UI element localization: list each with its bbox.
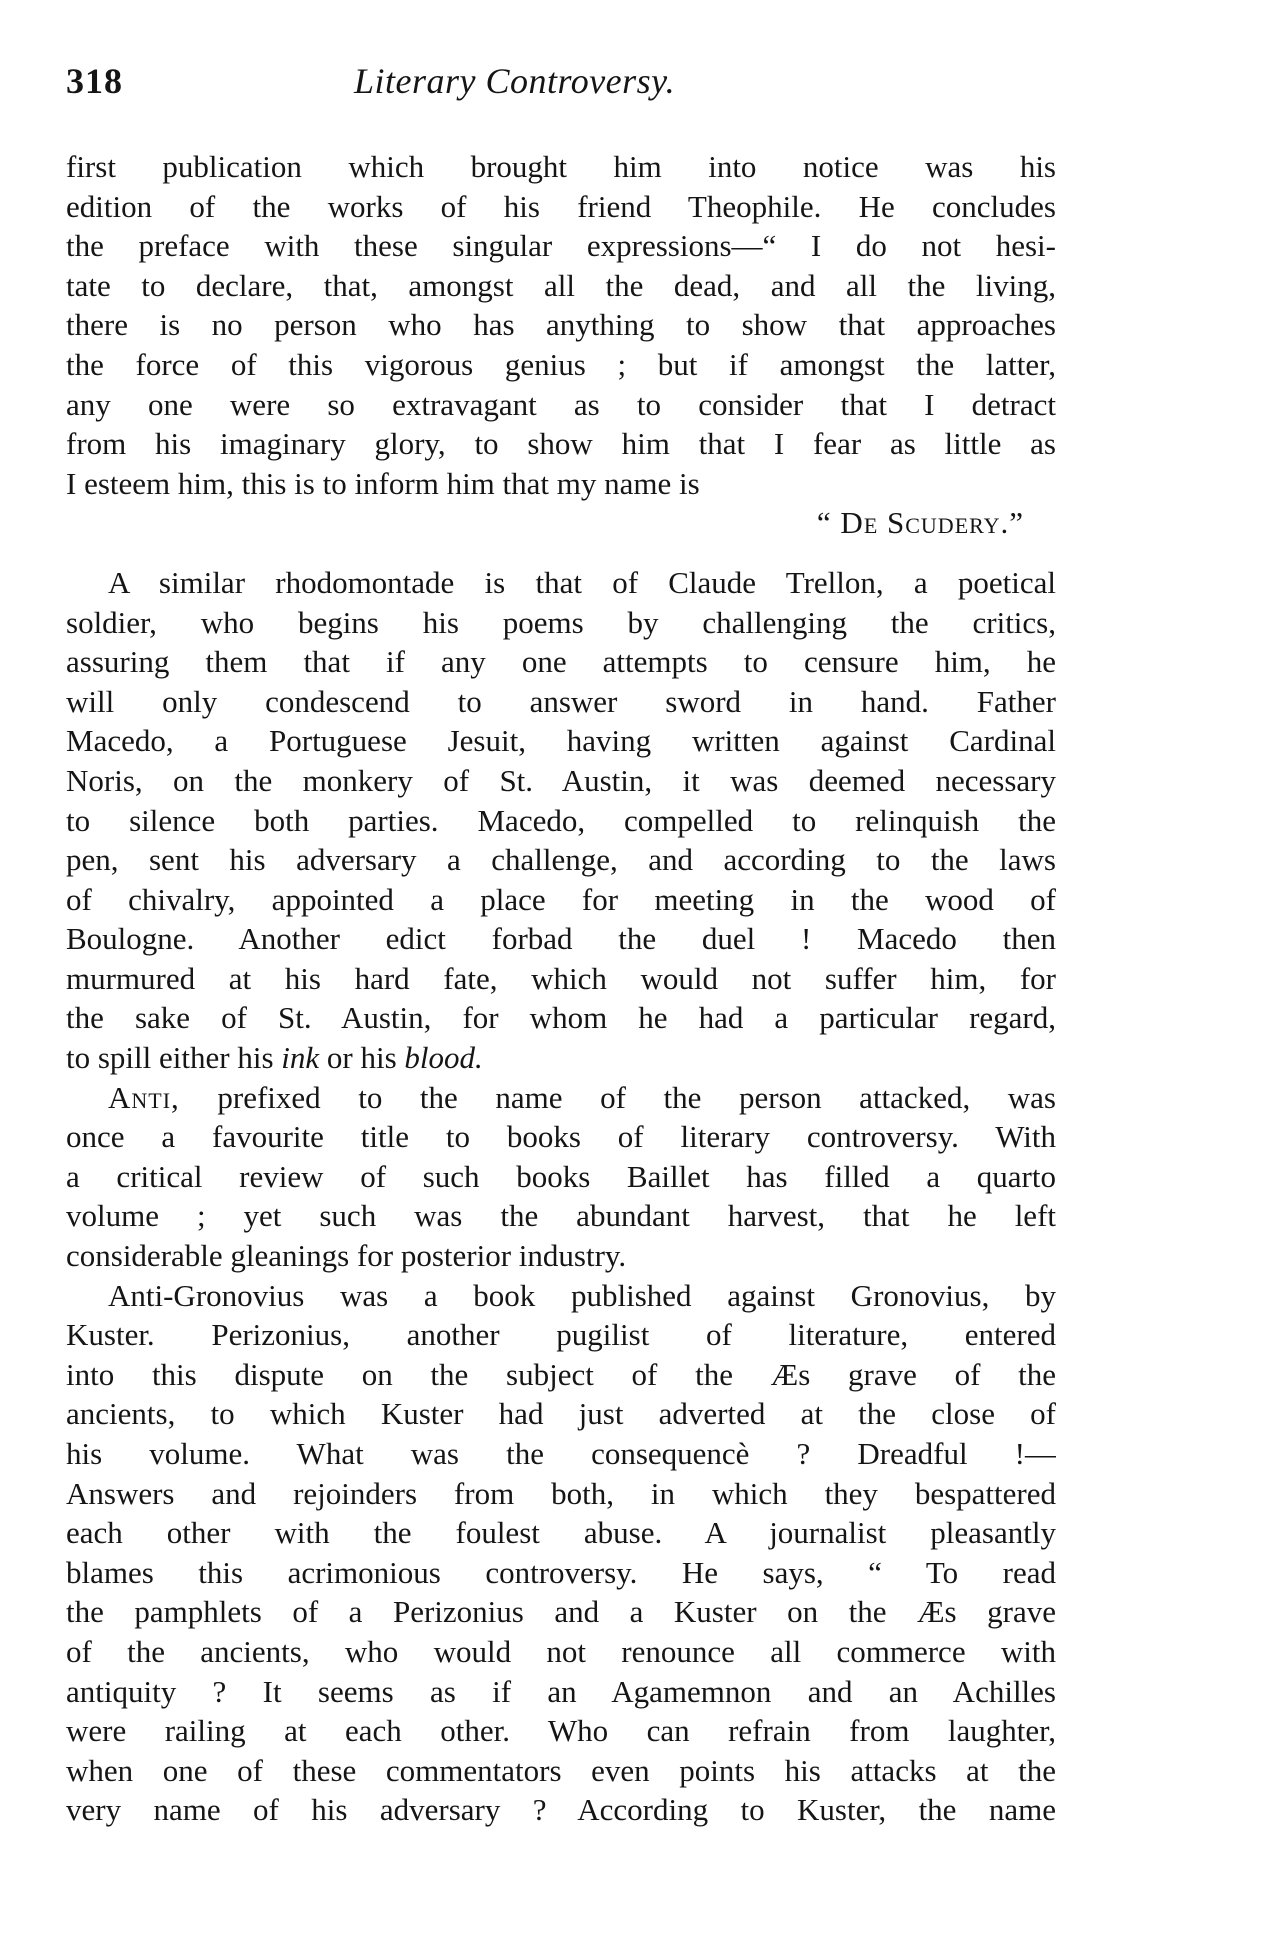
paragraph-1 <box>66 147 1056 543</box>
text-line: there is no person who has anything to show that approaches <box>66 307 1056 343</box>
text-line: his volume. What was the consequencè ? Dreadful !— <box>66 1436 1056 1471</box>
text-line: the force of this vigorous genius ; but if amongst the latter, <box>66 346 1056 382</box>
body-text <box>66 147 1056 1830</box>
text-line: each other with the foulest abuse. A journalist pleasantly <box>66 1515 1056 1551</box>
text-line: Boulogne. Another edict forbad the duel ! Macedo then <box>66 921 1056 957</box>
text-line: murmured at his hard fate, which would not suffer him, for <box>66 960 1056 996</box>
italic-word-ink: ink <box>281 1040 320 1076</box>
text-line: considerable gleanings for posterior industry. <box>66 1238 627 1274</box>
paragraph-4 <box>66 1276 1056 1830</box>
text-line: pen, sent his adversary a challenge, and according to the laws <box>66 842 1056 878</box>
paragraph-2 <box>66 563 1056 1078</box>
text-line: I esteem him, this is to inform him that my name is <box>66 465 700 501</box>
text-line: the sake of St. Austin, for whom he had a particular regard, <box>66 1000 1056 1036</box>
text-line: the preface with these singular expressions—“ I do not hesi- <box>66 228 1056 264</box>
line-segment: prefixed to the name of the person attacked, was <box>179 1079 1056 1115</box>
text-line: once a favourite title to books of literary controversy. With <box>66 1119 1056 1155</box>
text-line: first publication which brought him into notice was his <box>66 149 1056 184</box>
text-line: Kuster. Perizonius, another pugilist of literature, entered <box>66 1317 1056 1353</box>
page-header <box>66 60 1056 110</box>
text-line: when one of these commentators even points his attacks at the <box>66 1752 1056 1788</box>
text-line: of the ancients, who would not renounce all commerce with <box>66 1633 1056 1669</box>
running-title: Literary Controversy. <box>354 61 676 101</box>
text-line: assuring them that if any one attempts to censure him, he <box>66 644 1056 680</box>
signature: “ De Scudery.” <box>816 505 1024 541</box>
text-line: from his imaginary glory, to show him that I fear as little as <box>66 426 1056 462</box>
text-line: blames this acrimonious controversy. He says, “ To read <box>66 1554 1056 1590</box>
italic-word-blood: blood. <box>404 1040 483 1076</box>
text-line: A similar rhodomontade is that of Claude Trellon, a poetical <box>108 564 1056 600</box>
text-line: a critical review of such books Baillet has filled a quarto <box>66 1158 1056 1194</box>
text-line: soldier, who begins his poems by challenging the critics, <box>66 604 1056 640</box>
text-line: edition of the works of his friend Theophile. He concludes <box>66 188 1056 224</box>
text-line: the pamphlets of a Perizonius and a Kuster on the Æs grave <box>66 1594 1056 1630</box>
paragraph-gap <box>66 543 1056 563</box>
text-line: Anti-Gronovius was a book published against Gronovius, by <box>108 1277 1056 1313</box>
paragraph-3 <box>66 1078 1056 1276</box>
text-line: will only condescend to answer sword in hand. Father <box>66 683 1056 719</box>
text-line: of chivalry, appointed a place for meeting in the wood of <box>66 881 1056 917</box>
text-line: Noris, on the monkery of St. Austin, it was deemed necessary <box>66 762 1056 798</box>
text-line: Macedo, a Portuguese Jesuit, having written against Cardinal <box>66 723 1056 759</box>
text-line: tate to declare, that, amongst all the dead, and all the living, <box>66 267 1056 303</box>
text-line: into this dispute on the subject of the Æs grave of the <box>66 1356 1056 1392</box>
text-line: volume ; yet such was the abundant harvest, that he left <box>66 1198 1056 1234</box>
line-segment: to spill either his <box>66 1040 282 1076</box>
text-line: antiquity ? It seems as if an Agamemnon and an Achilles <box>66 1673 1056 1709</box>
smallcaps-term: Anti, <box>108 1079 180 1115</box>
text-line: very name of his adversary ? According to Kuster, the name <box>66 1792 1056 1828</box>
page-number: 318 <box>66 61 123 101</box>
text-line: were railing at each other. Who can refrain from laughter, <box>66 1713 1056 1749</box>
text-line: ancients, to which Kuster had just adverted at the close of <box>66 1396 1056 1432</box>
text-line <box>66 1078 1056 1118</box>
text-line: Answers and rejoinders from both, in which they bespattered <box>66 1475 1056 1511</box>
text-line: to silence both parties. Macedo, compelled to relinquish the <box>66 802 1056 838</box>
text-line: any one were so extravagant as to consider that I detract <box>66 386 1056 422</box>
line-segment: or his <box>319 1040 405 1076</box>
text-line <box>66 1038 1056 1078</box>
